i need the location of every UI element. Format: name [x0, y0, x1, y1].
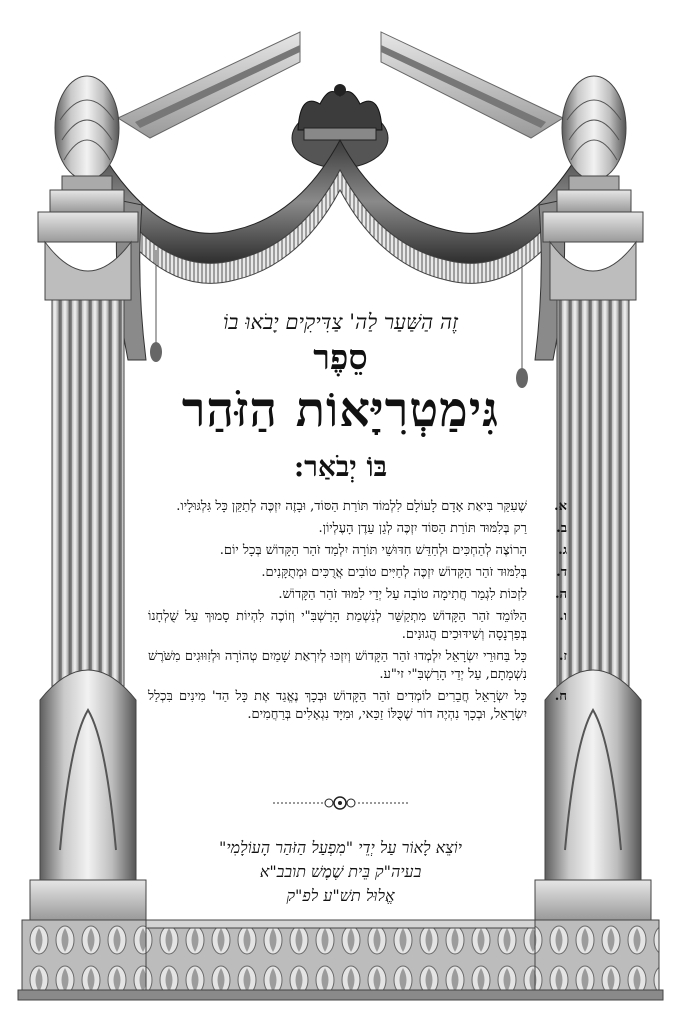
- item-text: הָרוֹצֶה לְהַחְכִּים וּלְחַדֵּשׁ חִדּוּשֵׁי תּוֹרָה יִלְמַד זֹהַר הַקָּדוֹשׁ בְּכָל יוֹם.: [219, 543, 527, 558]
- item-letter: ג.: [558, 543, 567, 558]
- item-letter: ה.: [554, 587, 567, 602]
- item-letter: ד.: [556, 565, 567, 580]
- title-page-content: [138, 300, 567, 940]
- list-item: [148, 608, 567, 644]
- item-letter: ו.: [559, 609, 567, 624]
- list-item: [148, 586, 567, 604]
- left-finial: [50, 76, 124, 212]
- date-line: אֱלוּל תשׁ"ע לפ"ק: [286, 886, 395, 905]
- item-text: רַק בְּלִמּוּד תּוֹרַת הַסּוֹד יִזְכֶּה לְגַן עֵדֶן הָעֶלְיוֹן.: [318, 521, 527, 536]
- list-item: [148, 564, 567, 582]
- book-subtitle: בּוֹ יְבֹאַר:: [293, 450, 388, 483]
- item-text: כָּל בַּחוּרֵי יִשְׂרָאֵל יִלְמְדוּ זֹהַר הַקָּדוֹשׁ וְיִזְכּוּ לְיִרְאַת שָׁמַיִם טְהוֹרָה וּלְזִוּוּגִים מִשֹּׁרֶשׁ נִשְׁמָתָם, עַל יְדֵי הָרַשְׁבִּ"י זי"ע.: [148, 649, 527, 682]
- sefer-label: סֵפֶר: [313, 338, 368, 378]
- item-letter: ח.: [554, 689, 567, 704]
- list-item: [148, 542, 567, 560]
- item-letter: א.: [554, 499, 567, 514]
- publisher-line: יוֹצֵא לָאוֹר עַל יְדֵי "מִפְעַל הַזֹּהַר הָעוֹלָמִי": [219, 838, 462, 857]
- item-text: בְּלִמּוּד זֹהַר הַקָּדוֹשׁ יִזְכֶּה לְחַיִּים טוֹבִים אֲרֻכִּים וּמְתֻקָּנִים.: [261, 565, 527, 580]
- item-text: כָּל יִשְׂרָאֵל חֲבֵרִים לוֹמְדִים זֹהַר הַקָּדוֹשׁ וּבְכָךְ נֶאֱגַד אֶת כָּל הַד' מִינִים בִּכְלַל יִשְׂרָאֵל, וּבְכָךְ נִהְיֶה דוֹר שֶׁכֻּלּוֹ זַכַּאי, וּמִיָּד נִגְאָלִים בְּרַחֲמִים.: [148, 689, 527, 722]
- book-title: גִּימַטְרִיָּאוֹת הַזֹּהַר: [181, 382, 500, 438]
- location-line: בעיה"ק בֵּית שֶׁמֶשׁ תובב"א: [259, 862, 422, 881]
- right-finial: [557, 76, 631, 212]
- divider-ornament-icon: [273, 793, 408, 813]
- item-text: שֶׁעִקַּר בִּיאַת אָדָם לָעוֹלָם לִלְמוֹד תּוֹרַת הַסּוֹד, וּבָזֶה יִזְכֶּה לְתַקֵּן כָּל גִּלְגּוּלָיו.: [176, 499, 527, 514]
- item-text: לִזְכּוֹת לִגְמַר חֲתִימָה טוֹבָה עַל יְדֵי לִמּוּד זֹהַר הַקָּדוֹשׁ.: [278, 587, 527, 602]
- list-item: [148, 520, 567, 538]
- item-text: הַלּוֹמֵד זֹהַר הַקָּדוֹשׁ מִתְקַשֵּׁר לְנִשְׁמַת הָרַשְׁבִּ"י וְזוֹכֶה לִהְיוֹת סָמוּךְ עַל שֻׁלְחָנוֹ בְּפַרְנָסָה וְשִׁידּוּכִים הֲגוּנִים.: [148, 609, 527, 642]
- header-verse: זֶה הַשַּׁעַר לַה' צַדִּיקִים יָבֹאוּ בוֹ: [222, 310, 459, 334]
- points-list: [148, 498, 567, 728]
- item-letter: ב.: [556, 521, 567, 536]
- list-item: [148, 498, 567, 516]
- list-item: [148, 648, 567, 684]
- list-item: [148, 688, 567, 724]
- item-letter: ז.: [558, 649, 567, 664]
